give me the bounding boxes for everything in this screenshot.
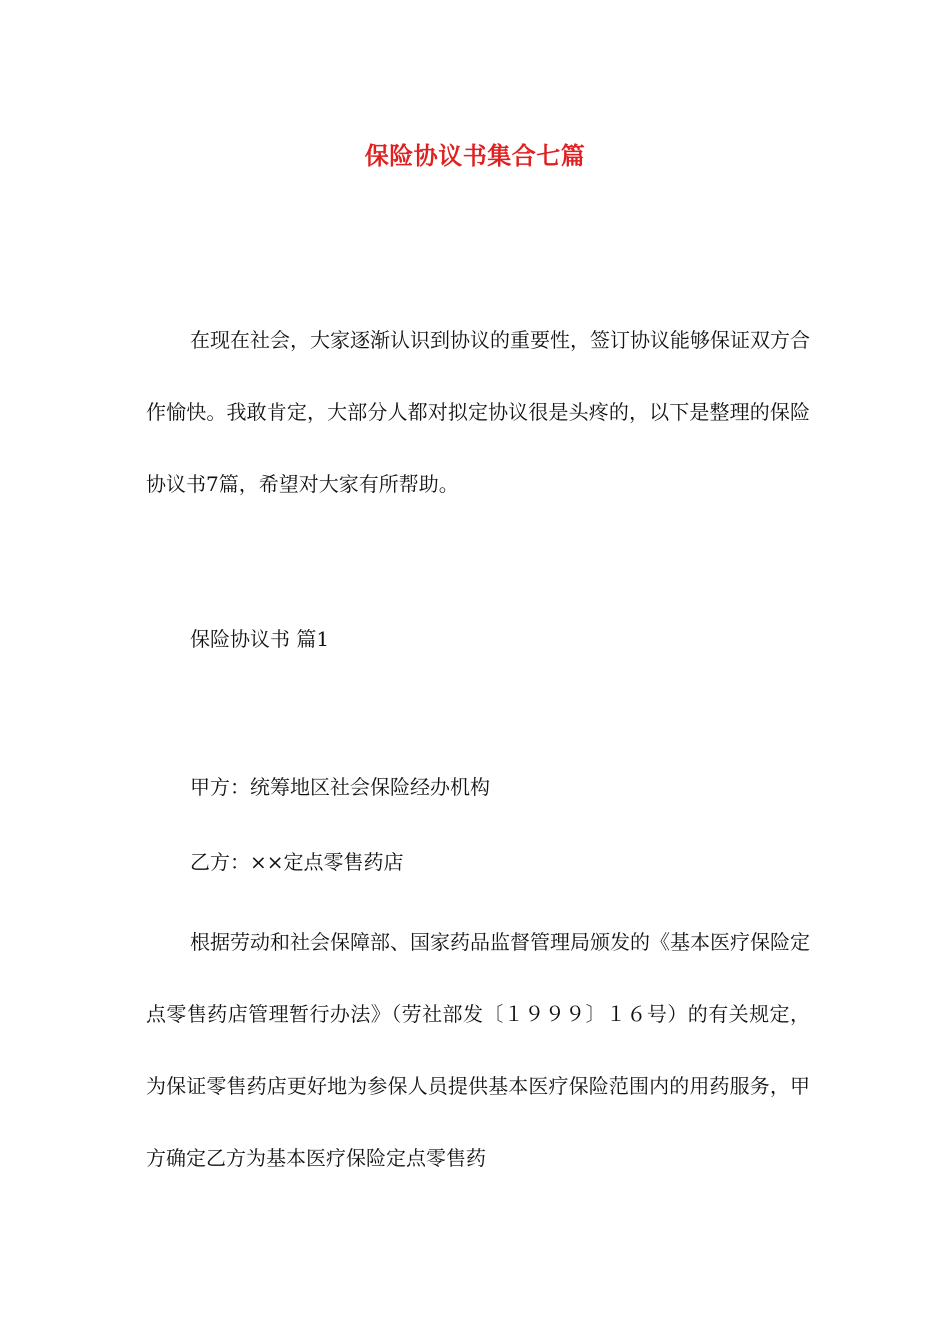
intro-paragraph: 在现在社会，大家逐渐认识到协议的重要性，签订协议能够保证双方合作愉快。我敢肯定，大部分人都对拟定协议很是头疼的，以下是整理的保险协议书7篇，希望对大家有所帮助。	[146, 328, 810, 496]
party-a-line: 甲方：统筹地区社会保险经办机构	[190, 775, 490, 799]
document-title: 保险协议书集合七篇	[364, 141, 586, 170]
party-b-line: 乙方：××定点零售药店	[190, 850, 404, 874]
section-heading: 保险协议书 篇1	[190, 627, 330, 651]
body-paragraph: 根据劳动和社会保障部、国家药品监督管理局颁发的《基本医疗保险定点零售药店管理暂行办法》（劳社部发〔１９９９〕１６号）的有关规定，为保证零售药店更好地为参保人员提供基本医疗保险范围内的用药服务，甲方确定乙方为基本医疗保险定点零售药	[146, 930, 810, 1170]
